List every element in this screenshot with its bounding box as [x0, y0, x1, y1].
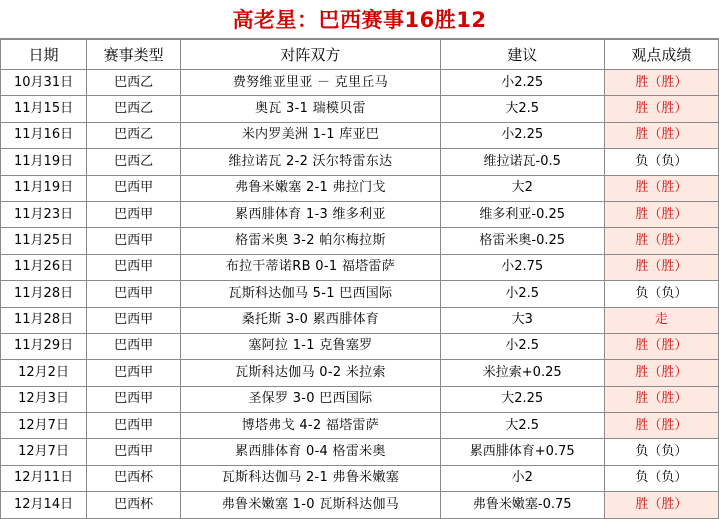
- table-body: [1, 70, 719, 519]
- cell-match: 桑托斯 3-0 累西腓体育: [181, 307, 440, 333]
- cell-type: 巴西甲: [87, 360, 181, 386]
- cell-type: 巴西杯: [87, 465, 181, 491]
- table-row: [1, 465, 719, 491]
- cell-date: 11月23日: [1, 201, 87, 227]
- cell-result: 胜（胜）: [604, 492, 718, 518]
- cell-advice: 格雷米奥-0.25: [440, 228, 604, 254]
- cell-result: 胜（胜）: [604, 360, 718, 386]
- table-row: [1, 96, 719, 122]
- cell-advice: 米拉索+0.25: [440, 360, 604, 386]
- cell-date: 12月14日: [1, 492, 87, 518]
- cell-type: 巴西甲: [87, 201, 181, 227]
- cell-result: 胜（胜）: [604, 96, 718, 122]
- cell-advice: 弗鲁米嫩塞-0.75: [440, 492, 604, 518]
- column-header-match: 对阵双方: [181, 40, 440, 70]
- cell-date: 10月31日: [1, 70, 87, 96]
- cell-date: 11月26日: [1, 254, 87, 280]
- cell-date: 11月25日: [1, 228, 87, 254]
- table-row: [1, 413, 719, 439]
- table-row: [1, 386, 719, 412]
- cell-match: 瓦斯科达伽马 0-2 米拉索: [181, 360, 440, 386]
- table-row: [1, 149, 719, 175]
- cell-match: 博塔弗戈 4-2 福塔雷萨: [181, 413, 440, 439]
- table-row: [1, 228, 719, 254]
- cell-match: 维拉诺瓦 2-2 沃尔特雷东达: [181, 149, 440, 175]
- cell-date: 11月19日: [1, 149, 87, 175]
- table-row: [1, 122, 719, 148]
- cell-advice: 小2.25: [440, 122, 604, 148]
- cell-type: 巴西杯: [87, 492, 181, 518]
- cell-advice: 累西腓体育+0.75: [440, 439, 604, 465]
- column-header-date: 日期: [1, 40, 87, 70]
- cell-result: 胜（胜）: [604, 175, 718, 201]
- cell-match: 弗鲁米嫩塞 1-0 瓦斯科达伽马: [181, 492, 440, 518]
- cell-type: 巴西甲: [87, 228, 181, 254]
- cell-type: 巴西甲: [87, 386, 181, 412]
- cell-match: 格雷米奥 3-2 帕尔梅拉斯: [181, 228, 440, 254]
- matches-table: [0, 39, 719, 519]
- table-row: [1, 333, 719, 359]
- cell-type: 巴西甲: [87, 333, 181, 359]
- cell-date: 11月29日: [1, 333, 87, 359]
- cell-match: 奥瓦 3-1 瑞模贝雷: [181, 96, 440, 122]
- cell-result: 负（负）: [604, 281, 718, 307]
- table-row: [1, 439, 719, 465]
- table-row: [1, 492, 719, 518]
- cell-advice: 大3: [440, 307, 604, 333]
- cell-advice: 小2.75: [440, 254, 604, 280]
- page-title: 高老星：巴西赛事16胜12: [232, 8, 487, 32]
- cell-match: 累西腓体育 1-3 维多利亚: [181, 201, 440, 227]
- table-row: [1, 254, 719, 280]
- cell-advice: 大2.25: [440, 386, 604, 412]
- column-header-advice: 建议: [440, 40, 604, 70]
- cell-advice: 大2.5: [440, 96, 604, 122]
- cell-type: 巴西乙: [87, 149, 181, 175]
- header-row: [1, 40, 719, 70]
- cell-date: 12月11日: [1, 465, 87, 491]
- cell-type: 巴西甲: [87, 254, 181, 280]
- cell-match: 弗鲁米嫩塞 2-1 弗拉门戈: [181, 175, 440, 201]
- cell-match: 布拉干蒂诺RB 0-1 福塔雷萨: [181, 254, 440, 280]
- cell-result: 胜（胜）: [604, 386, 718, 412]
- cell-advice: 小2.25: [440, 70, 604, 96]
- cell-result: 负（负）: [604, 465, 718, 491]
- table-row: [1, 175, 719, 201]
- cell-result: 走: [604, 307, 718, 333]
- cell-match: 费努维亚里亚 － 克里丘马: [181, 70, 440, 96]
- cell-advice: 维多利亚-0.25: [440, 201, 604, 227]
- cell-advice: 大2: [440, 175, 604, 201]
- table-row: [1, 307, 719, 333]
- cell-type: 巴西乙: [87, 96, 181, 122]
- table-row: [1, 201, 719, 227]
- cell-advice: 小2: [440, 465, 604, 491]
- cell-result: 胜（胜）: [604, 254, 718, 280]
- cell-match: 累西腓体育 0-4 格雷米奥: [181, 439, 440, 465]
- cell-result: 胜（胜）: [604, 413, 718, 439]
- cell-date: 11月28日: [1, 281, 87, 307]
- cell-date: 11月19日: [1, 175, 87, 201]
- cell-date: 11月16日: [1, 122, 87, 148]
- table-row: [1, 281, 719, 307]
- cell-date: 12月3日: [1, 386, 87, 412]
- cell-match: 瓦斯科达伽马 2-1 弗鲁米嫩塞: [181, 465, 440, 491]
- cell-type: 巴西甲: [87, 439, 181, 465]
- cell-date: 12月2日: [1, 360, 87, 386]
- cell-type: 巴西乙: [87, 122, 181, 148]
- column-header-type: 赛事类型: [87, 40, 181, 70]
- cell-match: 米内罗美洲 1-1 库亚巴: [181, 122, 440, 148]
- table-header: [1, 40, 719, 70]
- column-header-result: 观点成绩: [604, 40, 718, 70]
- cell-advice: 小2.5: [440, 333, 604, 359]
- cell-result: 胜（胜）: [604, 122, 718, 148]
- table-row: [1, 360, 719, 386]
- cell-date: 11月28日: [1, 307, 87, 333]
- cell-match: 塞阿拉 1-1 克鲁塞罗: [181, 333, 440, 359]
- cell-type: 巴西甲: [87, 413, 181, 439]
- cell-type: 巴西乙: [87, 70, 181, 96]
- cell-result: 负（负）: [604, 439, 718, 465]
- cell-result: 胜（胜）: [604, 201, 718, 227]
- cell-match: 圣保罗 3-0 巴西国际: [181, 386, 440, 412]
- cell-result: 负（负）: [604, 149, 718, 175]
- cell-date: 12月7日: [1, 439, 87, 465]
- cell-date: 12月7日: [1, 413, 87, 439]
- cell-date: 11月15日: [1, 96, 87, 122]
- cell-advice: 小2.5: [440, 281, 604, 307]
- cell-match: 瓦斯科达伽马 5-1 巴西国际: [181, 281, 440, 307]
- cell-advice: 维拉诺瓦-0.5: [440, 149, 604, 175]
- cell-type: 巴西甲: [87, 307, 181, 333]
- cell-advice: 大2.5: [440, 413, 604, 439]
- cell-result: 胜（胜）: [604, 333, 718, 359]
- cell-result: 胜（胜）: [604, 228, 718, 254]
- title-bar: [0, 0, 719, 39]
- cell-type: 巴西甲: [87, 175, 181, 201]
- cell-result: 胜（胜）: [604, 70, 718, 96]
- table-row: [1, 70, 719, 96]
- cell-type: 巴西甲: [87, 281, 181, 307]
